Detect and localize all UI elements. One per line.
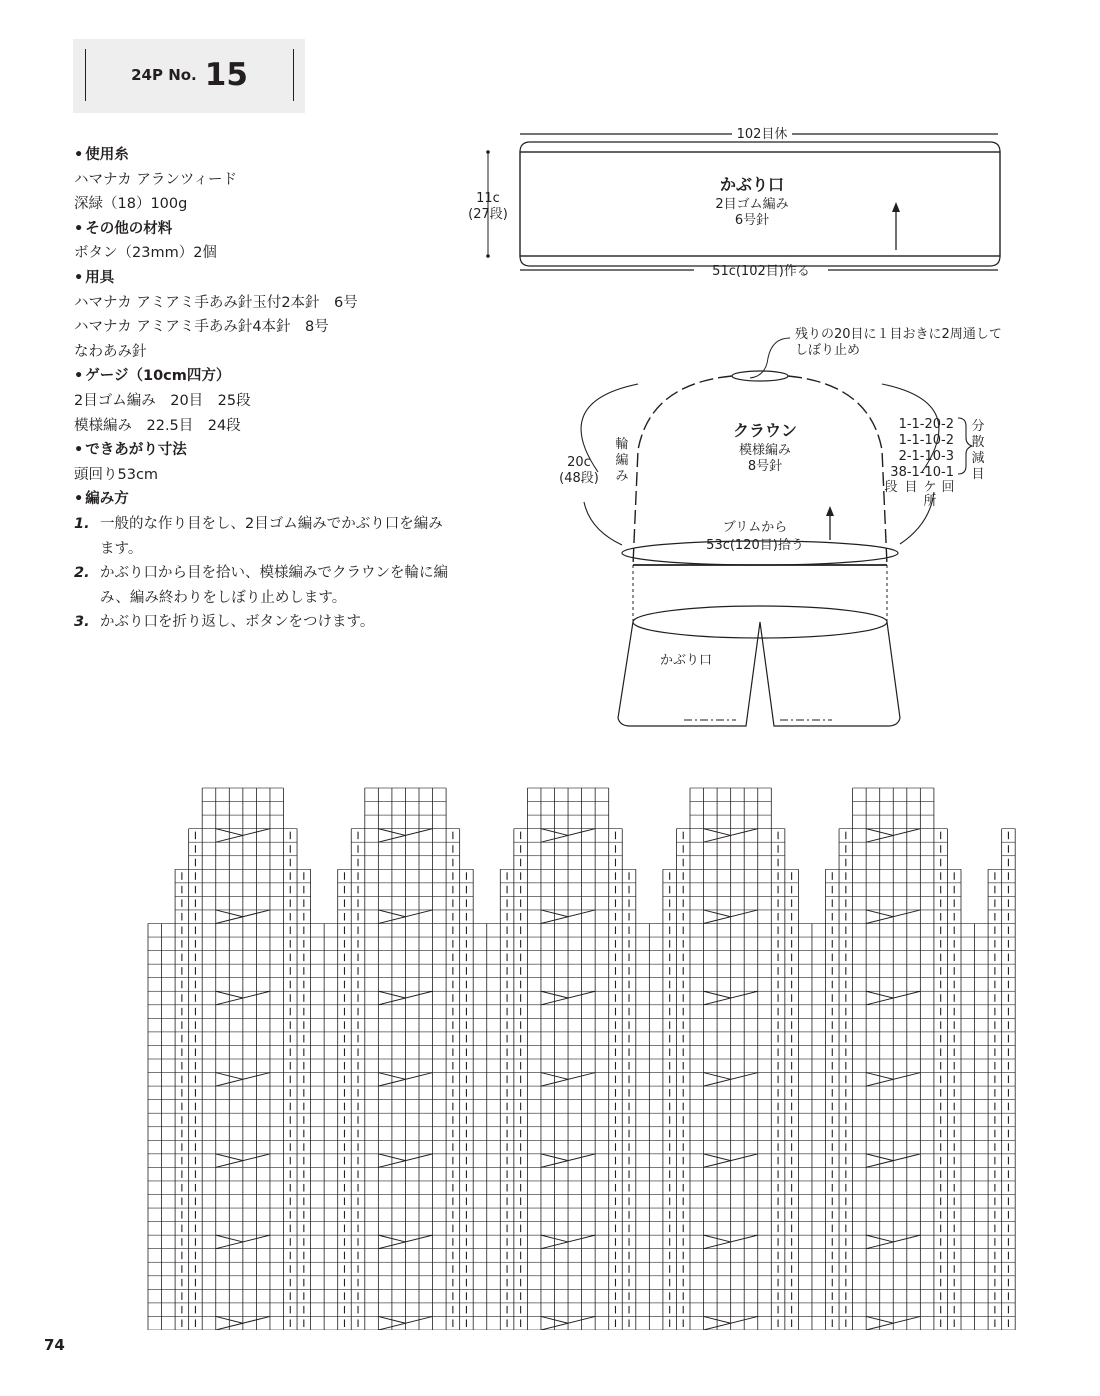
crown-needle: 8号針 (747, 459, 783, 474)
step-item (74, 512, 454, 561)
brim-height-cm: 11c (476, 191, 500, 206)
title-box (73, 39, 305, 113)
yarn-color: 深緑（18）100g (74, 196, 188, 213)
crown-stitch: 模様編み (738, 443, 792, 458)
crown-note-line1: 残りの20目に１目おきに2周通して (795, 327, 1002, 342)
method-heading: • 編み方 (74, 487, 454, 512)
step-text: かぶり口を折り返し、ボタンをつけます。 (100, 614, 375, 631)
tools-heading: • 用具 (74, 266, 454, 291)
round-label-char: み (615, 469, 629, 484)
crown-height-rows: (48段) (559, 471, 599, 486)
dec-axis-label: ケ (923, 480, 937, 495)
dec-label-char: 散 (971, 435, 985, 450)
yarn-brand: ハマナカ アランツィード (74, 171, 237, 188)
dec-label-char: 減 (971, 451, 985, 466)
folded-brim-schematic (618, 565, 900, 726)
pattern-number: 15 (204, 57, 248, 93)
dec-row: 1-1-20-2 (898, 417, 954, 432)
step-number: 3. (74, 614, 90, 631)
brim-stitch: 2目ゴム編み (715, 197, 789, 212)
step-item (74, 610, 454, 635)
tool-item: なわあみ針 (74, 343, 147, 360)
crown-title: クラウン (732, 421, 798, 440)
brim-schematic (468, 127, 1000, 279)
dec-row: 1-1-10-2 (898, 433, 954, 448)
stitch-chart (140, 780, 1016, 1330)
tool-item: ハマナカ アミアミ手あみ針玉付2本針 6号 (74, 294, 358, 311)
crown-direction-arrow (826, 506, 834, 516)
step-text: 一般的な作り目をし、2目ゴム編みでかぶり口を編みます。 (100, 515, 443, 557)
gauge-heading: • ゲージ（10cm四方） (74, 364, 454, 389)
round-label-char: 輪 (615, 437, 629, 452)
dec-axis-label: 目 (904, 480, 918, 495)
other-material-item: ボタン（23mm）2個 (74, 245, 217, 262)
dec-label-char: 分 (971, 419, 985, 434)
size-item: 頭回り53cm (74, 466, 159, 483)
step-number: 2. (74, 565, 90, 582)
crown-note-line2: しぼり止め (795, 343, 861, 358)
folded-brim-label: かぶり口 (659, 653, 713, 668)
tool-item: ハマナカ アミアミ手あみ針4本針 8号 (74, 319, 329, 336)
materials-section (74, 143, 454, 635)
gauge-item: 模様編み 22.5目 24段 (74, 417, 241, 434)
step-number: 1. (74, 515, 90, 532)
dec-axis-sub: 所 (923, 494, 937, 509)
gauge-item: 2目ゴム編み 20目 25段 (74, 392, 251, 409)
title-frame (85, 49, 294, 101)
page-number: 74 (44, 1336, 65, 1354)
chart-grid (148, 788, 1015, 1330)
dec-label-char: 目 (971, 467, 985, 482)
size-heading: • できあがり寸法 (74, 438, 454, 463)
yarn-heading: • 使用糸 (74, 143, 454, 168)
crown-height-cm: 20c (567, 455, 591, 470)
brim-top-label: 102目休 (736, 127, 788, 142)
pickup-line2: 53c(120目)拾う (706, 538, 804, 553)
dec-axis-label: 回 (941, 480, 955, 495)
dec-axis-label: 段 (884, 480, 898, 495)
pickup-line1: ブリムから (722, 520, 788, 535)
dec-row: 38-1-10-1 (890, 465, 954, 480)
brim-needle: 6号針 (734, 213, 770, 228)
knit-direction-arrow (892, 202, 900, 212)
brim-title: かぶり口 (719, 175, 785, 194)
step-text: かぶり口から目を拾い、模様編みでクラウンを輪に編み、編み終わりをしぼり止めします。 (100, 565, 448, 606)
dec-row: 2-1-10-3 (898, 449, 954, 464)
step-item (74, 561, 454, 610)
brim-bottom-label: 51c(102目)作る (712, 264, 810, 279)
crown-schematic (559, 327, 1002, 565)
round-label-char: 編 (615, 453, 629, 468)
other-materials-heading: • その他の材料 (74, 217, 454, 242)
schematic-diagram (450, 120, 1030, 740)
brim-height-rows: (27段) (468, 207, 508, 222)
pattern-ref: 24P No. (131, 66, 197, 84)
